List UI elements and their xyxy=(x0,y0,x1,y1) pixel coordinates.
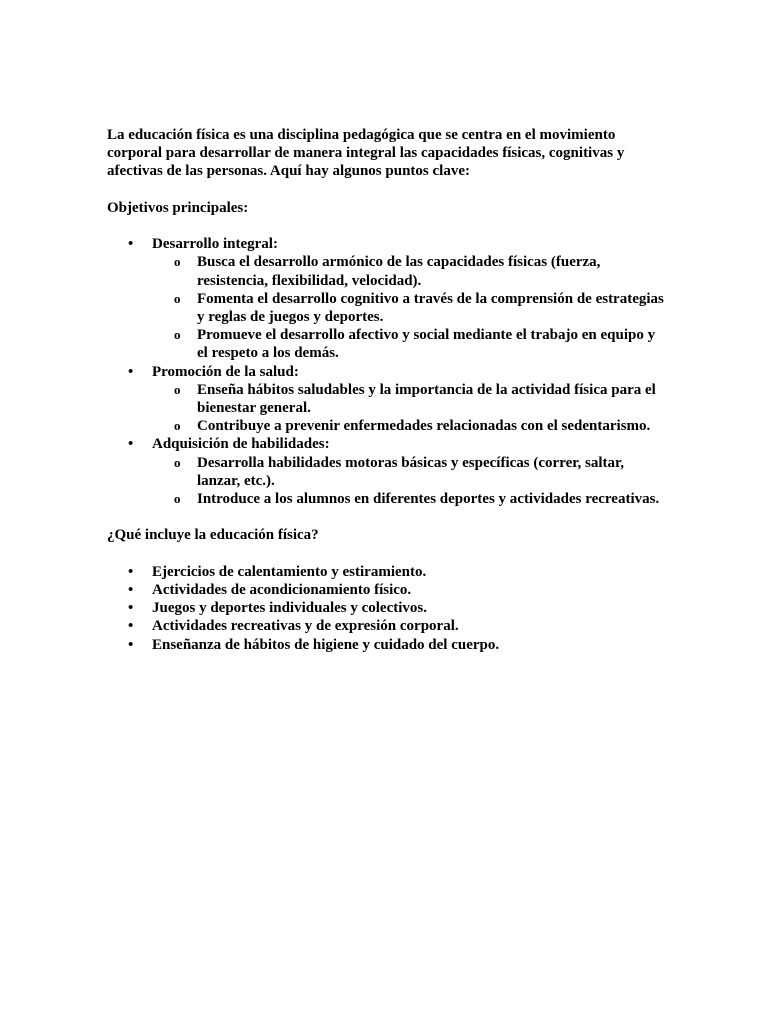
objective-item xyxy=(107,235,667,362)
sub-bullet-icon: o xyxy=(174,327,181,343)
sub-item-text: Introduce a los alumnos en diferentes deportes y actividades recreativas. xyxy=(197,491,660,508)
sub-item-text: Desarrolla habilidades motoras básicas y específicas (correr, saltar, lanzar, etc.). xyxy=(197,454,625,489)
objective-item xyxy=(107,435,667,508)
includes-item-text: Juegos y deportes individuales y colectivos. xyxy=(152,600,428,617)
sub-bullet-icon: o xyxy=(174,381,181,397)
includes-item xyxy=(107,636,667,654)
sub-item xyxy=(152,253,667,289)
bullet-icon: • xyxy=(128,436,134,453)
includes-item-text: Ejercicios de calentamiento y estiramiento. xyxy=(152,563,427,580)
objective-label: Desarrollo integral: xyxy=(152,236,278,253)
includes-item xyxy=(107,563,667,581)
includes-item-text: Actividades recreativas y de expresión corporal. xyxy=(152,618,459,635)
sub-item-text: Contribuye a prevenir enfermedades relacionadas con el sedentarismo. xyxy=(197,418,651,435)
spacer xyxy=(107,545,667,563)
includes-item-text: Enseñanza de hábitos de higiene y cuidado del cuerpo. xyxy=(152,636,500,653)
includes-item-text: Actividades de acondicionamiento físico. xyxy=(152,582,412,599)
bullet-icon: • xyxy=(128,236,134,253)
sub-item xyxy=(152,290,667,326)
sub-bullet-icon: o xyxy=(174,254,181,270)
sub-item-text: Promueve el desarrollo afectivo y social mediante el trabajo en equipo y el respeto a los demás. xyxy=(197,327,656,362)
includes-list xyxy=(107,563,667,654)
sub-item-text: Fomenta el desarrollo cognitivo a través de la comprensión de estrategias y reglas de juegos y deportes. xyxy=(197,290,664,325)
objectives-list xyxy=(107,235,667,508)
bullet-icon: • xyxy=(128,636,134,653)
includes-item xyxy=(107,581,667,599)
objectives-heading: Objetivos principales: xyxy=(107,199,249,216)
bullet-icon: • xyxy=(128,618,134,635)
includes-item xyxy=(107,617,667,635)
includes-item xyxy=(107,599,667,617)
sub-item-text: Enseña hábitos saludables y la importancia de la actividad física para el bienestar general. xyxy=(197,381,656,417)
includes-heading: ¿Qué incluye la educación física? xyxy=(107,527,319,544)
bullet-icon: • xyxy=(128,563,134,580)
sub-bullet-icon: o xyxy=(174,491,181,507)
sub-item xyxy=(152,326,667,362)
document-page xyxy=(107,126,667,654)
sub-bullet-icon: o xyxy=(174,290,181,306)
objective-label: Adquisición de habilidades: xyxy=(152,436,330,453)
intro-paragraph: La educación física es una disciplina pedagógica que se centra en el movimiento corporal para desarrollar de manera integral las capacidades físicas, cognitivas y afectivas de las personas. Aquí hay algunos puntos clave: xyxy=(107,127,625,180)
bullet-icon: • xyxy=(128,600,134,617)
objective-sublist xyxy=(152,253,667,362)
spacer xyxy=(107,508,667,526)
objective-label: Promoción de la salud: xyxy=(152,363,299,380)
objective-sublist xyxy=(152,454,667,509)
sub-item xyxy=(152,454,667,490)
sub-item xyxy=(152,417,667,435)
bullet-icon: • xyxy=(128,582,134,599)
objective-item xyxy=(107,363,667,436)
objective-sublist xyxy=(152,381,667,436)
sub-item-text: Busca el desarrollo armónico de las capacidades físicas (fuerza, resistencia, flexibilidad, velocidad). xyxy=(197,254,601,289)
sub-item xyxy=(152,490,667,508)
sub-bullet-icon: o xyxy=(174,454,181,470)
spacer xyxy=(107,181,667,199)
sub-item xyxy=(152,381,667,417)
bullet-icon: • xyxy=(128,363,134,380)
spacer xyxy=(107,217,667,235)
sub-bullet-icon: o xyxy=(174,418,181,434)
